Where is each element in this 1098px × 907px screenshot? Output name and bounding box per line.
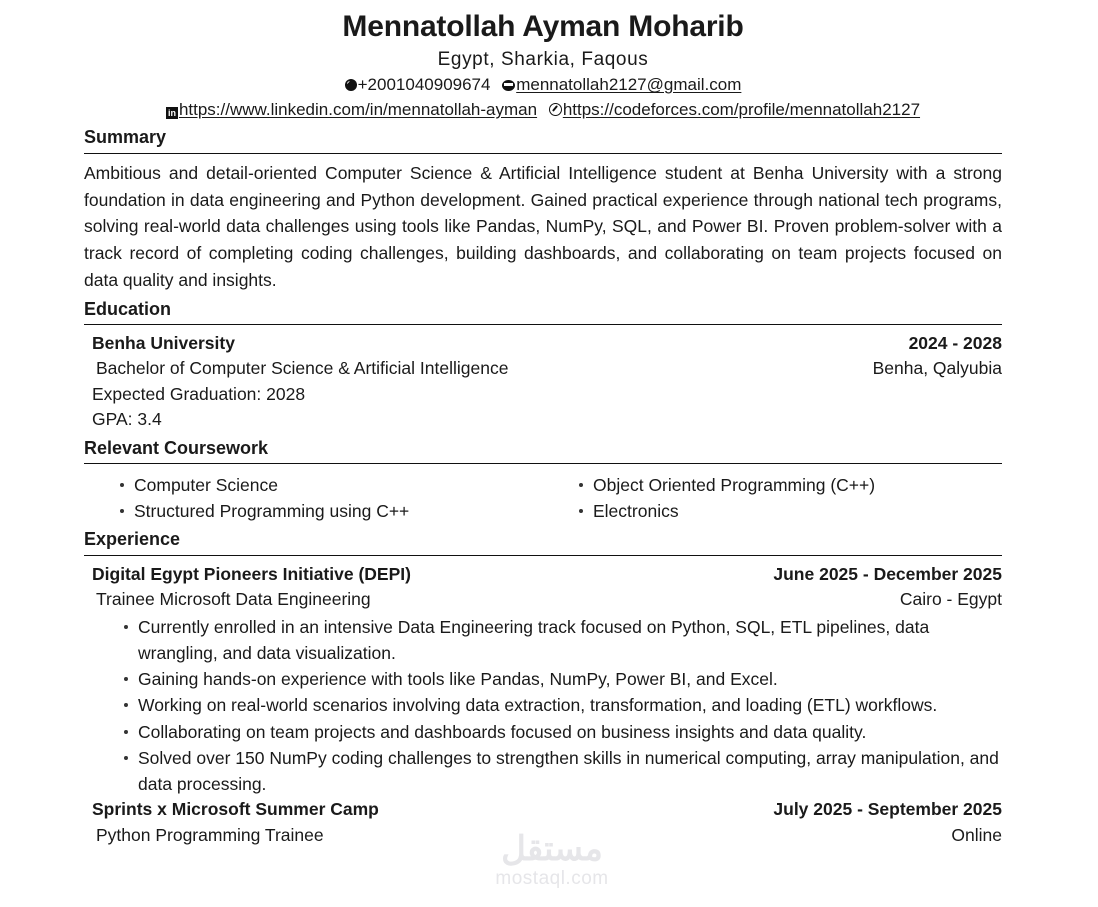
phone-icon	[345, 79, 357, 91]
section-experience	[84, 528, 1002, 848]
experience-role: Python Programming Trainee	[96, 824, 324, 845]
list-item: Working on real-world scenarios involving data extraction, transformation, and loading (ETL) workflows.	[138, 692, 1002, 718]
location-line: Egypt, Sharkia, Faqous	[437, 48, 649, 70]
linkedin-contact[interactable]	[166, 100, 537, 119]
experience-place: Cairo - Egypt	[899, 589, 1002, 610]
list-item: Gaining hands-on experience with tools like Pandas, NumPy, Power BI, and Excel.	[138, 666, 1002, 692]
education-degree: Bachelor of Computer Science & Artificial Intelligence	[96, 358, 509, 379]
phone-contact	[345, 75, 491, 94]
experience-entry-row-1	[92, 797, 1002, 822]
experience-role: Trainee Microsoft Data Engineering	[96, 589, 371, 610]
section-title-experience: Experience	[84, 528, 1002, 555]
email-address[interactable]: mennatollah2127@gmail.com	[516, 75, 742, 95]
education-place: Benha, Qalyubia	[872, 358, 1002, 379]
education-dates: 2024 - 2028	[908, 333, 1002, 354]
experience-entry-row-2	[92, 587, 1002, 612]
contact-line-primary	[84, 73, 1002, 98]
experience-dates: June 2025 - December 2025	[773, 563, 1002, 584]
experience-bullets	[92, 614, 1002, 798]
education-graduation: Expected Graduation: 2028	[92, 383, 306, 404]
list-item: Electronics	[593, 498, 1002, 524]
coursework-grid	[84, 470, 1002, 525]
section-coursework	[84, 437, 1002, 525]
experience-organization: Digital Egypt Pioneers Initiative (DEPI)	[92, 563, 411, 584]
experience-body	[84, 556, 1002, 848]
experience-place: Online	[951, 824, 1002, 845]
list-item: Currently enrolled in an intensive Data Engineering track focused on Python, SQL, ETL pipelines, data wrangling, and data visualization.	[138, 614, 1002, 667]
experience-organization: Sprints x Microsoft Summer Camp	[92, 799, 379, 820]
phone-number: +2001040909674	[357, 75, 491, 95]
watermark-latin: mostaql.com	[495, 867, 609, 889]
mail-icon	[502, 80, 515, 91]
list-item: Computer Science	[134, 472, 543, 498]
link-icon	[549, 103, 562, 116]
education-body	[84, 325, 1002, 433]
education-entry-row-1	[92, 331, 1002, 356]
page-title: Mennatollah Ayman Moharib	[342, 10, 744, 43]
education-institution: Benha University	[92, 333, 235, 354]
linkedin-icon: in	[167, 107, 176, 118]
list-item: Solved over 150 NumPy coding challenges to strengthen skills in numerical computing, array manipulation, and data processing.	[138, 745, 1002, 798]
education-entry	[84, 331, 1002, 433]
list-item: Object Oriented Programming (C++)	[593, 472, 1002, 498]
coursework-body	[84, 464, 1002, 525]
codeforces-contact[interactable]	[549, 100, 920, 119]
coursework-list-right	[543, 472, 1002, 525]
coursework-list-left	[84, 472, 543, 525]
watermark-arabic: مستقل	[501, 830, 603, 868]
experience-entry-depi	[84, 562, 1002, 798]
experience-entry-sprints	[84, 797, 1002, 848]
education-gpa: GPA: 3.4	[92, 409, 162, 430]
section-title-coursework: Relevant Coursework	[84, 437, 1002, 464]
experience-entry-row-1	[92, 562, 1002, 587]
list-item: Structured Programming using C++	[134, 498, 543, 524]
section-education	[84, 298, 1002, 433]
summary-body	[84, 154, 1002, 294]
linkedin-url[interactable]: https://www.linkedin.com/in/mennatollah-ayman	[178, 99, 538, 119]
codeforces-url[interactable]: https://codeforces.com/profile/mennatollah2127	[562, 99, 921, 119]
education-entry-row-2	[92, 356, 1002, 381]
email-contact[interactable]	[502, 75, 741, 94]
experience-dates: July 2025 - September 2025	[773, 799, 1002, 820]
summary-text: Ambitious and detail-oriented Computer Science & Artificial Intelligence student at Benha University with a strong foundation in data engineering and Python development. Gained practical experience through national tech programs, solving real-world data challenges using tools like Pandas, NumPy, SQL, and Power BI. Proven problem-solver with a track record of completing coding challenges, building dashboards, and collaborating on team projects focused on data quality and insights.	[84, 162, 1002, 290]
section-title-summary: Summary	[84, 126, 1002, 153]
experience-entry-row-2	[92, 823, 1002, 848]
list-item: Collaborating on team projects and dashboards focused on business insights and data quality.	[138, 719, 1002, 745]
contact-line-links	[84, 98, 1002, 123]
resume-header	[84, 8, 1002, 122]
section-summary	[84, 126, 1002, 293]
section-title-education: Education	[84, 298, 1002, 325]
